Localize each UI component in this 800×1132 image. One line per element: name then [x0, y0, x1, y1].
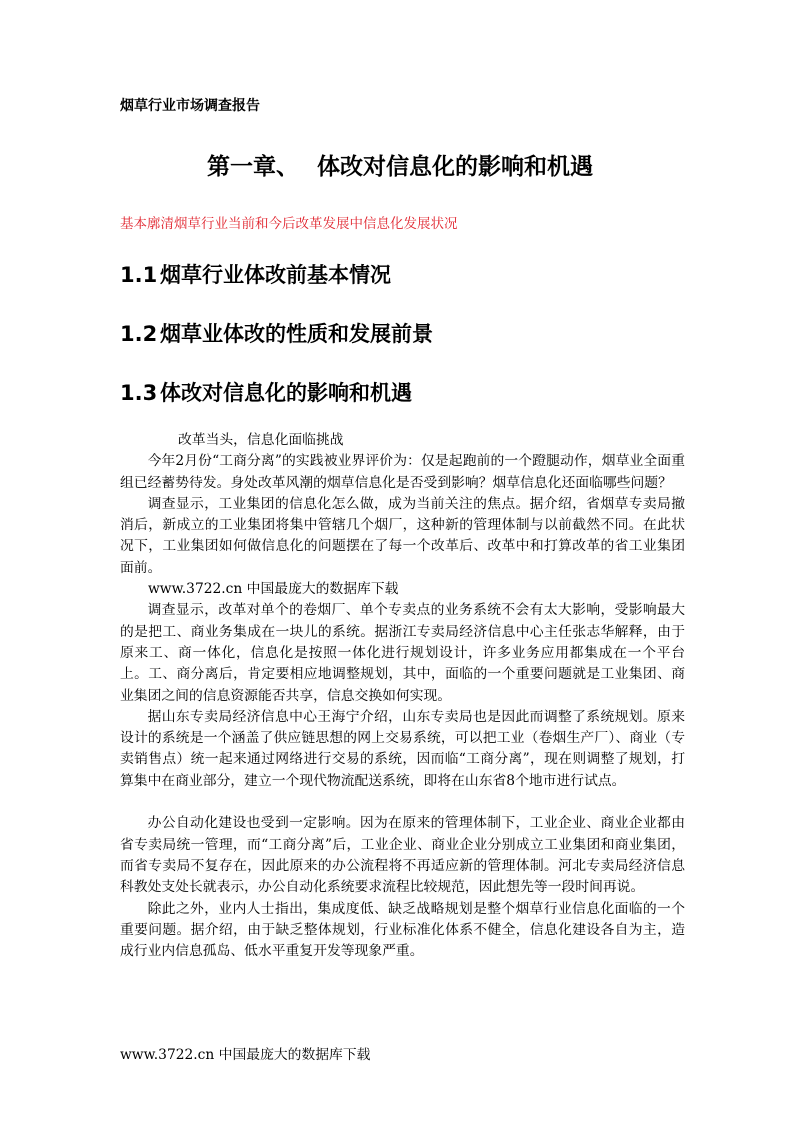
blank-line [120, 792, 685, 813]
source-link[interactable]: www.3722.cn 中国最庞大的数据库下载 [148, 581, 399, 598]
section-title: 体改对信息化的影响和机遇 [160, 381, 412, 405]
chapter-subtitle: 基本廓清烟草行业当前和今后改革发展中信息化发展状况 [120, 216, 458, 232]
lead-line: 改革当头，信息化面临挑战 [178, 432, 344, 448]
section-heading-1-2 [120, 321, 433, 347]
paragraph: 除此之外，业内人士指出，集成度低、缺乏战略规划是整个烟草行业信息化面临的一个重要问题。据介绍，由于缺乏整体规划，行业标准化体系不健全，信息化建设各自为主，造成行业内信息孤岛、低水平重复开发等现象严重。 [120, 900, 685, 960]
section-heading-1-1 [120, 262, 391, 288]
section-title: 烟草行业体改前基本情况 [160, 263, 391, 287]
chapter-number: 第一章、 [207, 154, 299, 180]
chapter-title: 体改对信息化的影响和机遇 [317, 154, 593, 180]
paragraph: 调查显示，改革对单个的卷烟厂、单个专卖点的业务系统不会有太大影响，受影响最大的是把工、商业务集成在一块儿的系统。据浙江专卖局经济信息中心主任张志华解释，由于原来工、商一体化，信息化是按照一体化进行规划设计，许多业务应用都集成在一个平台上。工、商分离后，肯定要相应地调整规划，其中，面临的一个重要问题就是工业集团、商业集团之间的信息资源能否共享，信息交换如何实现。 [120, 602, 685, 704]
paragraph: 调查显示，工业集团的信息化怎么做，成为当前关注的焦点。据介绍，省烟草专卖局撤消后，新成立的工业集团将集中管辖几个烟厂，这种新的管理体制与以前截然不同。在此状况下，工业集团如何做信息化的问题摆在了每一个改革后、改革中和打算改革的省工业集团面前。 [120, 495, 685, 576]
page-footer[interactable]: www.3722.cn 中国最庞大的数据库下载 [120, 1047, 371, 1063]
chapter-heading [0, 152, 800, 182]
paragraph: 办公自动化建设也受到一定影响。因为在原来的管理体制下，工业企业、商业企业都由省专卖局统一管理，而“工商分离”后，工业企业、商业企业分别成立工业集团和商业集团，而省专卖局不复存在，因此原来的办公流程将不再适应新的管理体制。河北专卖局经济信息科教处支处长就表示，办公自动化系统要求流程比较规范，因此想先等一段时间再说。 [120, 815, 685, 896]
paragraph: 今年2月份“工商分离”的实践被业界评价为：仅是起跑前的一个蹬腿动作，烟草业全面重组已经蓄势待发。身处改革风潮的烟草信息化是否受到影响？烟草信息化还面临哪些问题？ [120, 453, 685, 491]
section-heading-1-3 [120, 380, 412, 406]
section-number: 1.2 [120, 322, 158, 346]
paragraph: 据山东专卖局经济信息中心王海宁介绍，山东专卖局也是因此而调整了系统规划。原来设计的系统是一个涵盖了供应链思想的网上交易系统，可以把工业（卷烟生产厂）、商业（专卖销售点）统一起来通过网络进行交易的系统，因而临“工商分离”，现在则调整了规划，打算集中在商业部分，建立一个现代物流配送系统，即将在山东省8个地市进行试点。 [120, 708, 685, 789]
section-title: 烟草业体改的性质和发展前景 [160, 322, 433, 346]
document-header: 烟草行业市场调查报告 [120, 98, 260, 114]
section-number: 1.3 [120, 381, 158, 405]
section-number: 1.1 [120, 263, 158, 287]
body-text [120, 430, 685, 962]
